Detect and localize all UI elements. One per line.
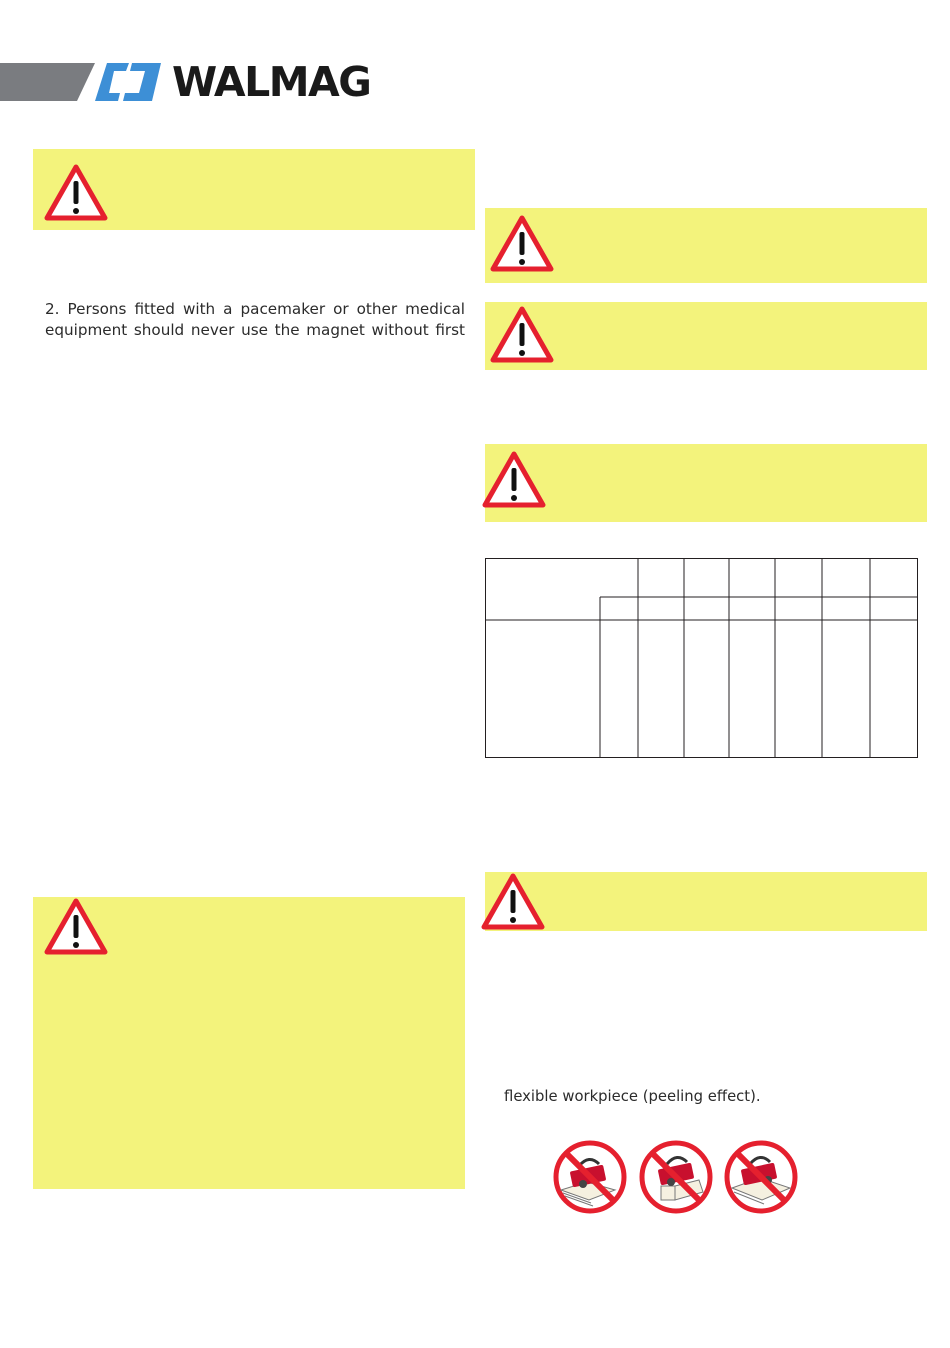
warning-box-4 bbox=[485, 302, 927, 370]
no-uneven-surface-icon bbox=[724, 1140, 798, 1214]
warning-triangle-icon bbox=[481, 450, 547, 510]
warning-box-6 bbox=[485, 872, 927, 931]
paragraph-pacemaker: 2. Persons fitted with a pacemaker or other medical equipment should never use the magnet without first bbox=[45, 300, 465, 339]
warning-triangle-icon bbox=[489, 214, 555, 274]
warning-box-2 bbox=[33, 897, 465, 1189]
warning-triangle-icon bbox=[43, 163, 109, 223]
specification-table bbox=[485, 558, 918, 758]
no-block-edge-icon bbox=[639, 1140, 713, 1214]
walmag-logo-icon bbox=[95, 63, 161, 101]
brand-name: WALMAG bbox=[172, 58, 371, 106]
warning-triangle-icon bbox=[43, 897, 109, 957]
warning-box-1 bbox=[33, 149, 475, 230]
warning-box-3 bbox=[485, 208, 927, 283]
warning-triangle-icon bbox=[480, 872, 546, 932]
warning-box-5 bbox=[485, 444, 927, 522]
header-gray-band bbox=[0, 63, 105, 101]
peeling-effect-caption: flexible workpiece (peeling effect). bbox=[504, 1088, 761, 1105]
no-stacked-sheets-icon bbox=[553, 1140, 627, 1214]
warning-triangle-icon bbox=[489, 305, 555, 365]
